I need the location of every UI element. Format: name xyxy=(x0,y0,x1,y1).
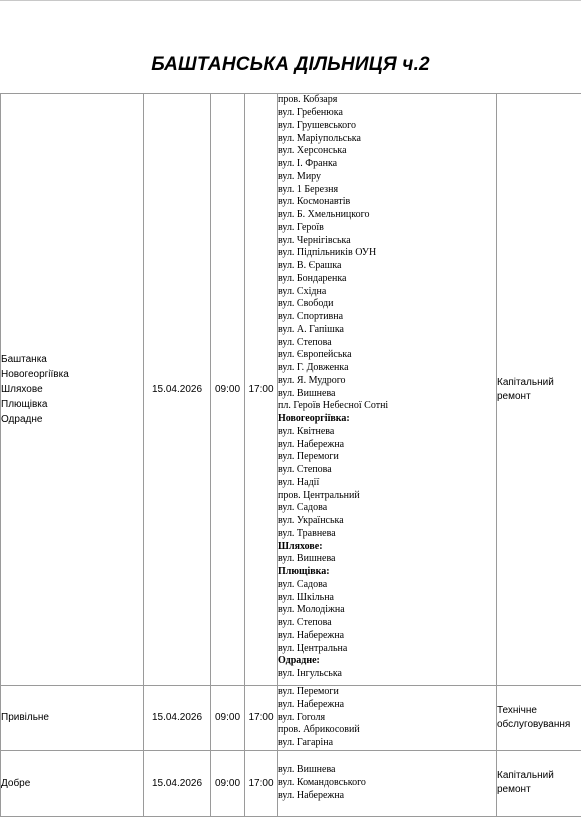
street-item: вул. І. Франка xyxy=(278,158,496,171)
street-item: вул. Травнева xyxy=(278,528,496,541)
street-item: вул. Б. Хмельницкого xyxy=(278,209,496,222)
street-item: вул. Перемоги xyxy=(278,451,496,464)
table-row xyxy=(1,686,581,751)
street-item: вул. Героїв xyxy=(278,222,496,235)
street-item: вул. Степова xyxy=(278,617,496,630)
street-item: вул. Українська xyxy=(278,515,496,528)
street-item: вул. Бондаренка xyxy=(278,273,496,286)
locality-cell xyxy=(1,94,144,686)
streets-list xyxy=(278,686,496,750)
street-item: пров. Абрикосовий xyxy=(278,724,496,737)
work-type-line: обслуговування xyxy=(497,718,581,732)
outage-schedule-table xyxy=(0,93,581,817)
time-from-cell: 09:00 xyxy=(211,94,245,686)
date-cell: 15.04.2026 xyxy=(144,750,211,816)
schedule-body xyxy=(1,94,581,817)
street-item: вул. Квітнева xyxy=(278,426,496,439)
village-heading: Плющівка: xyxy=(278,566,496,579)
locality-name: Шляхове xyxy=(1,382,143,397)
street-item: вул. Перемоги xyxy=(278,686,496,699)
time-from-cell: 09:00 xyxy=(211,750,245,816)
street-item: вул. Східна xyxy=(278,286,496,299)
page-title: БАШТАНСЬКА ДІЛЬНИЦЯ ч.2 xyxy=(0,54,581,76)
top-divider xyxy=(0,0,581,1)
locality-name: Одрадне xyxy=(1,412,143,427)
street-item: вул. Гагаріна xyxy=(278,737,496,750)
work-type-cell xyxy=(497,94,581,686)
work-type-line: Капітальний xyxy=(497,376,581,390)
time-from-cell: 09:00 xyxy=(211,686,245,751)
date-cell: 15.04.2026 xyxy=(144,686,211,751)
work-type-cell xyxy=(497,686,581,751)
village-heading: Шляхове: xyxy=(278,541,496,554)
time-to-cell: 17:00 xyxy=(245,686,278,751)
street-item: вул. А. Гапішка xyxy=(278,324,496,337)
street-item: вул. Миру xyxy=(278,171,496,184)
village-heading: Одрадне: xyxy=(278,655,496,668)
street-item: вул. Г. Довженка xyxy=(278,362,496,375)
street-item: вул. Командовського xyxy=(278,777,496,790)
street-item: вул. Садова xyxy=(278,579,496,592)
work-type-line: ремонт xyxy=(497,783,581,797)
date-cell: 15.04.2026 xyxy=(144,94,211,686)
street-item: вул. Спортивна xyxy=(278,311,496,324)
street-item: вул. Маріупольська xyxy=(278,133,496,146)
time-to-cell: 17:00 xyxy=(245,94,278,686)
street-item: вул. Грушевського xyxy=(278,120,496,133)
street-item: вул. Шкільна xyxy=(278,592,496,605)
locality-cell xyxy=(1,750,144,816)
work-type-line: Капітальний xyxy=(497,769,581,783)
street-item: вул. Чернігівська xyxy=(278,235,496,248)
locality-name: Новогеоргіївка xyxy=(1,367,143,382)
street-item: вул. Надії xyxy=(278,477,496,490)
street-item: вул. Підпільників ОУН xyxy=(278,247,496,260)
work-type-cell xyxy=(497,750,581,816)
village-heading: Новогеоргіївка: xyxy=(278,413,496,426)
table-row xyxy=(1,94,581,686)
street-item: вул. Свободи xyxy=(278,298,496,311)
work-type-line: ремонт xyxy=(497,390,581,404)
streets-cell xyxy=(278,750,497,816)
street-item: вул. Набережна xyxy=(278,699,496,712)
street-item: вул. Вишнева xyxy=(278,764,496,777)
street-item: вул. Космонавтів xyxy=(278,196,496,209)
street-item: вул. Степова xyxy=(278,464,496,477)
locality-name: Плющівка xyxy=(1,397,143,412)
street-item: вул. Гребенюка xyxy=(278,107,496,120)
street-item: вул. Інгульська xyxy=(278,668,496,681)
street-item: вул. Молодіжна xyxy=(278,604,496,617)
street-item: вул. Набережна xyxy=(278,790,496,803)
streets-list xyxy=(278,764,496,802)
streets-cell xyxy=(278,686,497,751)
street-item: вул. В. Єрашка xyxy=(278,260,496,273)
street-item: вул. Степова xyxy=(278,337,496,350)
locality-name: Привільне xyxy=(1,710,143,725)
street-item: вул. Європейська xyxy=(278,349,496,362)
street-item: пров. Центральний xyxy=(278,490,496,503)
work-type-line: Технічне xyxy=(497,704,581,718)
street-item: вул. Херсонська xyxy=(278,145,496,158)
street-item: вул. Я. Мудрого xyxy=(278,375,496,388)
table-row xyxy=(1,750,581,816)
streets-list xyxy=(278,94,496,681)
street-item: вул. Вишнева xyxy=(278,553,496,566)
locality-cell xyxy=(1,686,144,751)
street-item: вул. Центральна xyxy=(278,643,496,656)
street-item: вул. Набережна xyxy=(278,630,496,643)
street-item: пров. Кобзаря xyxy=(278,94,496,107)
street-item: вул. 1 Березня xyxy=(278,184,496,197)
locality-name: Баштанка xyxy=(1,352,143,367)
time-to-cell: 17:00 xyxy=(245,750,278,816)
street-item: пл. Героїв Небесної Сотні xyxy=(278,400,496,413)
locality-name: Добре xyxy=(1,776,143,791)
street-item: вул. Садова xyxy=(278,502,496,515)
street-item: вул. Набережна xyxy=(278,439,496,452)
street-item: вул. Вишнева xyxy=(278,388,496,401)
streets-cell xyxy=(278,94,497,686)
street-item: вул. Гоголя xyxy=(278,712,496,725)
